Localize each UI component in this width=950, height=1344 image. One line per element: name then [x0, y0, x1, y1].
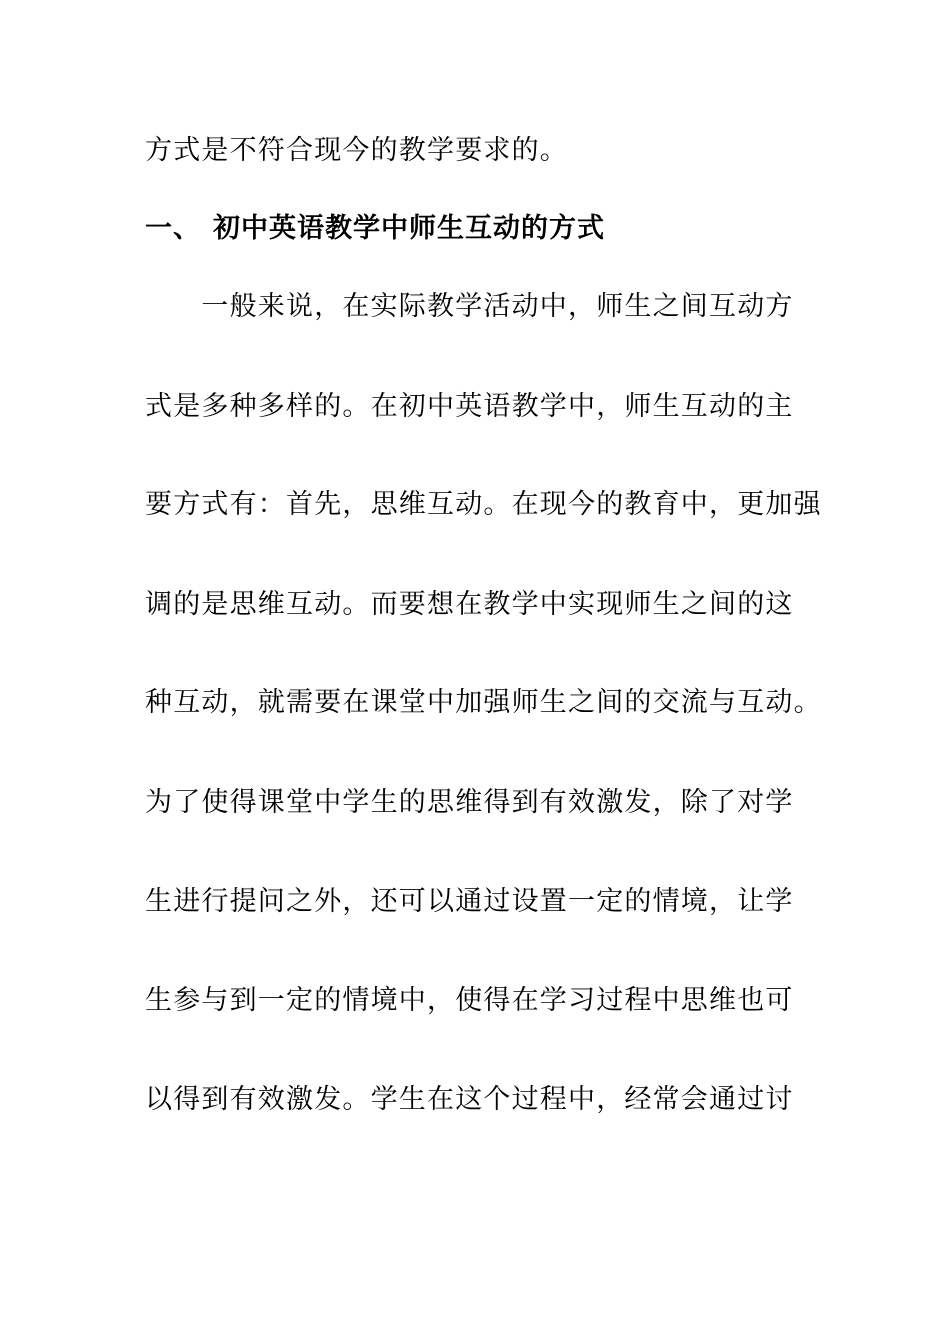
- paragraph-line: 种互动，就需要在课堂中加强师生之间的交流与互动。: [145, 687, 822, 718]
- paragraph-line: 生参与到一定的情境中，使得在学习过程中思维也可: [145, 985, 794, 1016]
- section-heading: [145, 212, 605, 246]
- section-title: 初中英语教学中师生互动的方式: [213, 213, 605, 244]
- paragraph-line: 为了使得课堂中学生的思维得到有效激发，除了对学: [145, 787, 794, 818]
- carry-over-line: 方式是不符合现今的教学要求的。: [145, 135, 568, 166]
- paragraph-line: 调的是思维互动。而要想在教学中实现师生之间的这: [145, 589, 794, 620]
- paragraph-line: 以得到有效激发。学生在这个过程中，经常会通过讨: [145, 1084, 794, 1115]
- paragraph-line: 式是多种多样的。在初中英语教学中，师生互动的主: [145, 391, 794, 422]
- paragraph-line: 一般来说，在实际教学活动中，师生之间互动方: [145, 291, 794, 322]
- section-number: 一、: [145, 213, 201, 244]
- paragraph-line: 要方式有：首先，思维互动。在现今的教育中，更加强: [145, 489, 822, 520]
- paragraph-line: 生进行提问之外，还可以通过设置一定的情境，让学: [145, 886, 794, 917]
